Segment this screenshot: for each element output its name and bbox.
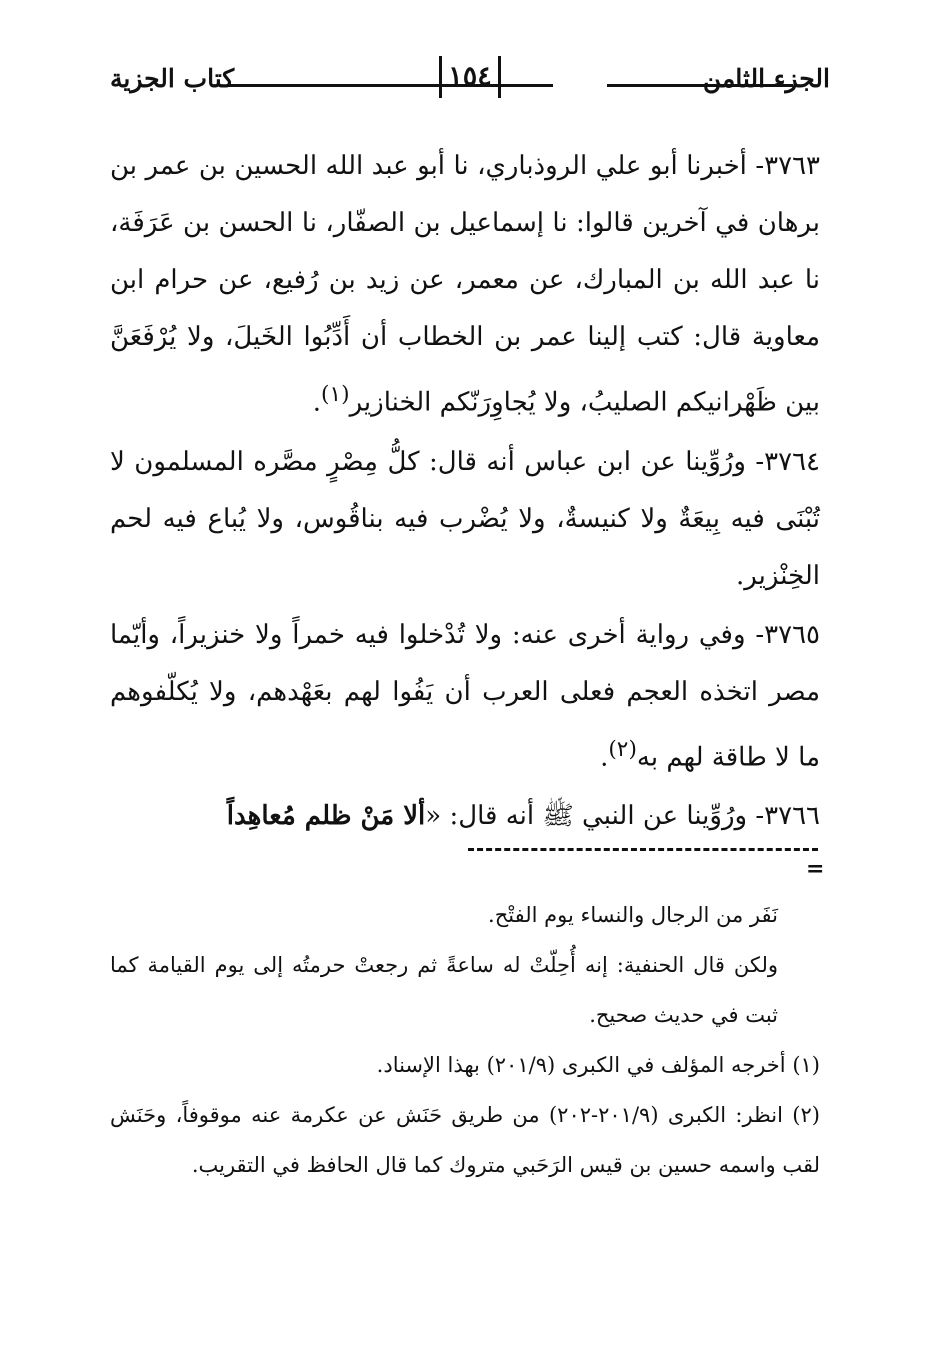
footnote	[110, 1090, 820, 1190]
header-rule-left	[228, 84, 553, 87]
running-header	[110, 56, 830, 104]
header-rule-right	[607, 84, 793, 87]
hadith-paragraph	[110, 434, 820, 605]
hadith-text: أخبرنا أبو علي الروذباري، نا أبو عبد الله الحسين بن عمر بن برهان في آخرين قالوا: نا إسماعيل بن الصفّار، نا الحسن بن عَرَفَة، نا عبد الله بن المبارك، عن معمر، عن زيد بن رُفيع، عن حرام ابن معاوية قال: كتب إلينا عمر بن الخطاب أن أَدِّبُوا الخَيلَ، ولا يُرْفَعَنَّ بين ظَهْرانيكم الصليبُ، ولا يُجاوِرَنّكم الخنازير	[110, 151, 820, 418]
hadith-number: ٣٧٦٣-	[755, 151, 821, 181]
footnote-continuation: ولكن قال الحنفية: إنه أُحِلّتْ له ساعةً ثم رجعتْ حرمتُه إلى يوم القيامة كما ثبت في حديث صحيح.	[110, 953, 778, 1027]
continuation-mark: =	[806, 856, 825, 882]
main-text	[110, 138, 820, 847]
sentence-end: .	[312, 387, 322, 418]
footnote-ref: (١)	[321, 382, 350, 407]
hadith-number: ٣٧٦٤-	[755, 446, 821, 477]
prophetic-quote: ألا مَنْ ظلم مُعاهِداً	[226, 801, 426, 832]
hadith-number: ٣٧٦٦-	[755, 801, 820, 832]
footnote	[110, 1040, 820, 1090]
hadith-text: ورُوِّينا عن ابن عباس أنه قال: كلُّ مِصْرٍ مصَّره المسلمون لا تُبْنَى فيه بِيعَةٌ ولا كنيسةٌ، ولا يُضْرب فيه بناقُوس، ولا يُباع فيه لحم الخِنْزير.	[110, 446, 820, 591]
footnote-text: أخرجه المؤلف في الكبرى (٢٠١/٩) بهذا الإسناد.	[376, 1053, 786, 1077]
footnotes	[110, 890, 820, 1190]
sentence-end: .	[600, 742, 609, 773]
hadith-number: ٣٧٦٥-	[755, 619, 821, 650]
footnote-separator	[468, 848, 818, 851]
hadith-text: ورُوِّينا عن النبي ﷺ أنه قال: «	[425, 801, 748, 832]
volume-title: الجزء الثامن	[702, 64, 830, 93]
hadith-paragraph	[110, 138, 820, 432]
hadith-text: وفي رواية أخرى عنه: ولا تُدْخلوا فيه خمراً ولا خنزيراً، وأيّما مصر اتخذه العجم فعلى العرب أن يَفُوا لهم بعَهْدهم، ولا يُكلّفوهم ما لا طاقة لهم به	[110, 619, 820, 773]
footnote-marker: (١)	[792, 1053, 820, 1077]
footnote-ref: (٢)	[608, 736, 637, 762]
page-number: ١٥٤	[439, 56, 501, 98]
footnote-text: انظر: الكبرى (٢٠١/٩-٢٠٢) من طريق حَنَش عن عكرمة عنه موقوفاً، وحَنَش لقب واسمه حسين بن قيس الرَحَبي متروك كما قال الحافظ في التقريب.	[110, 1103, 820, 1177]
footnote-continuation: نَفَر من الرجال والنساء يوم الفتْح.	[488, 903, 778, 927]
hadith-paragraph	[110, 607, 820, 787]
hadith-paragraph	[110, 788, 820, 845]
footnote-marker: (٢)	[792, 1103, 820, 1127]
book-title: كتاب الجزية	[110, 64, 235, 93]
